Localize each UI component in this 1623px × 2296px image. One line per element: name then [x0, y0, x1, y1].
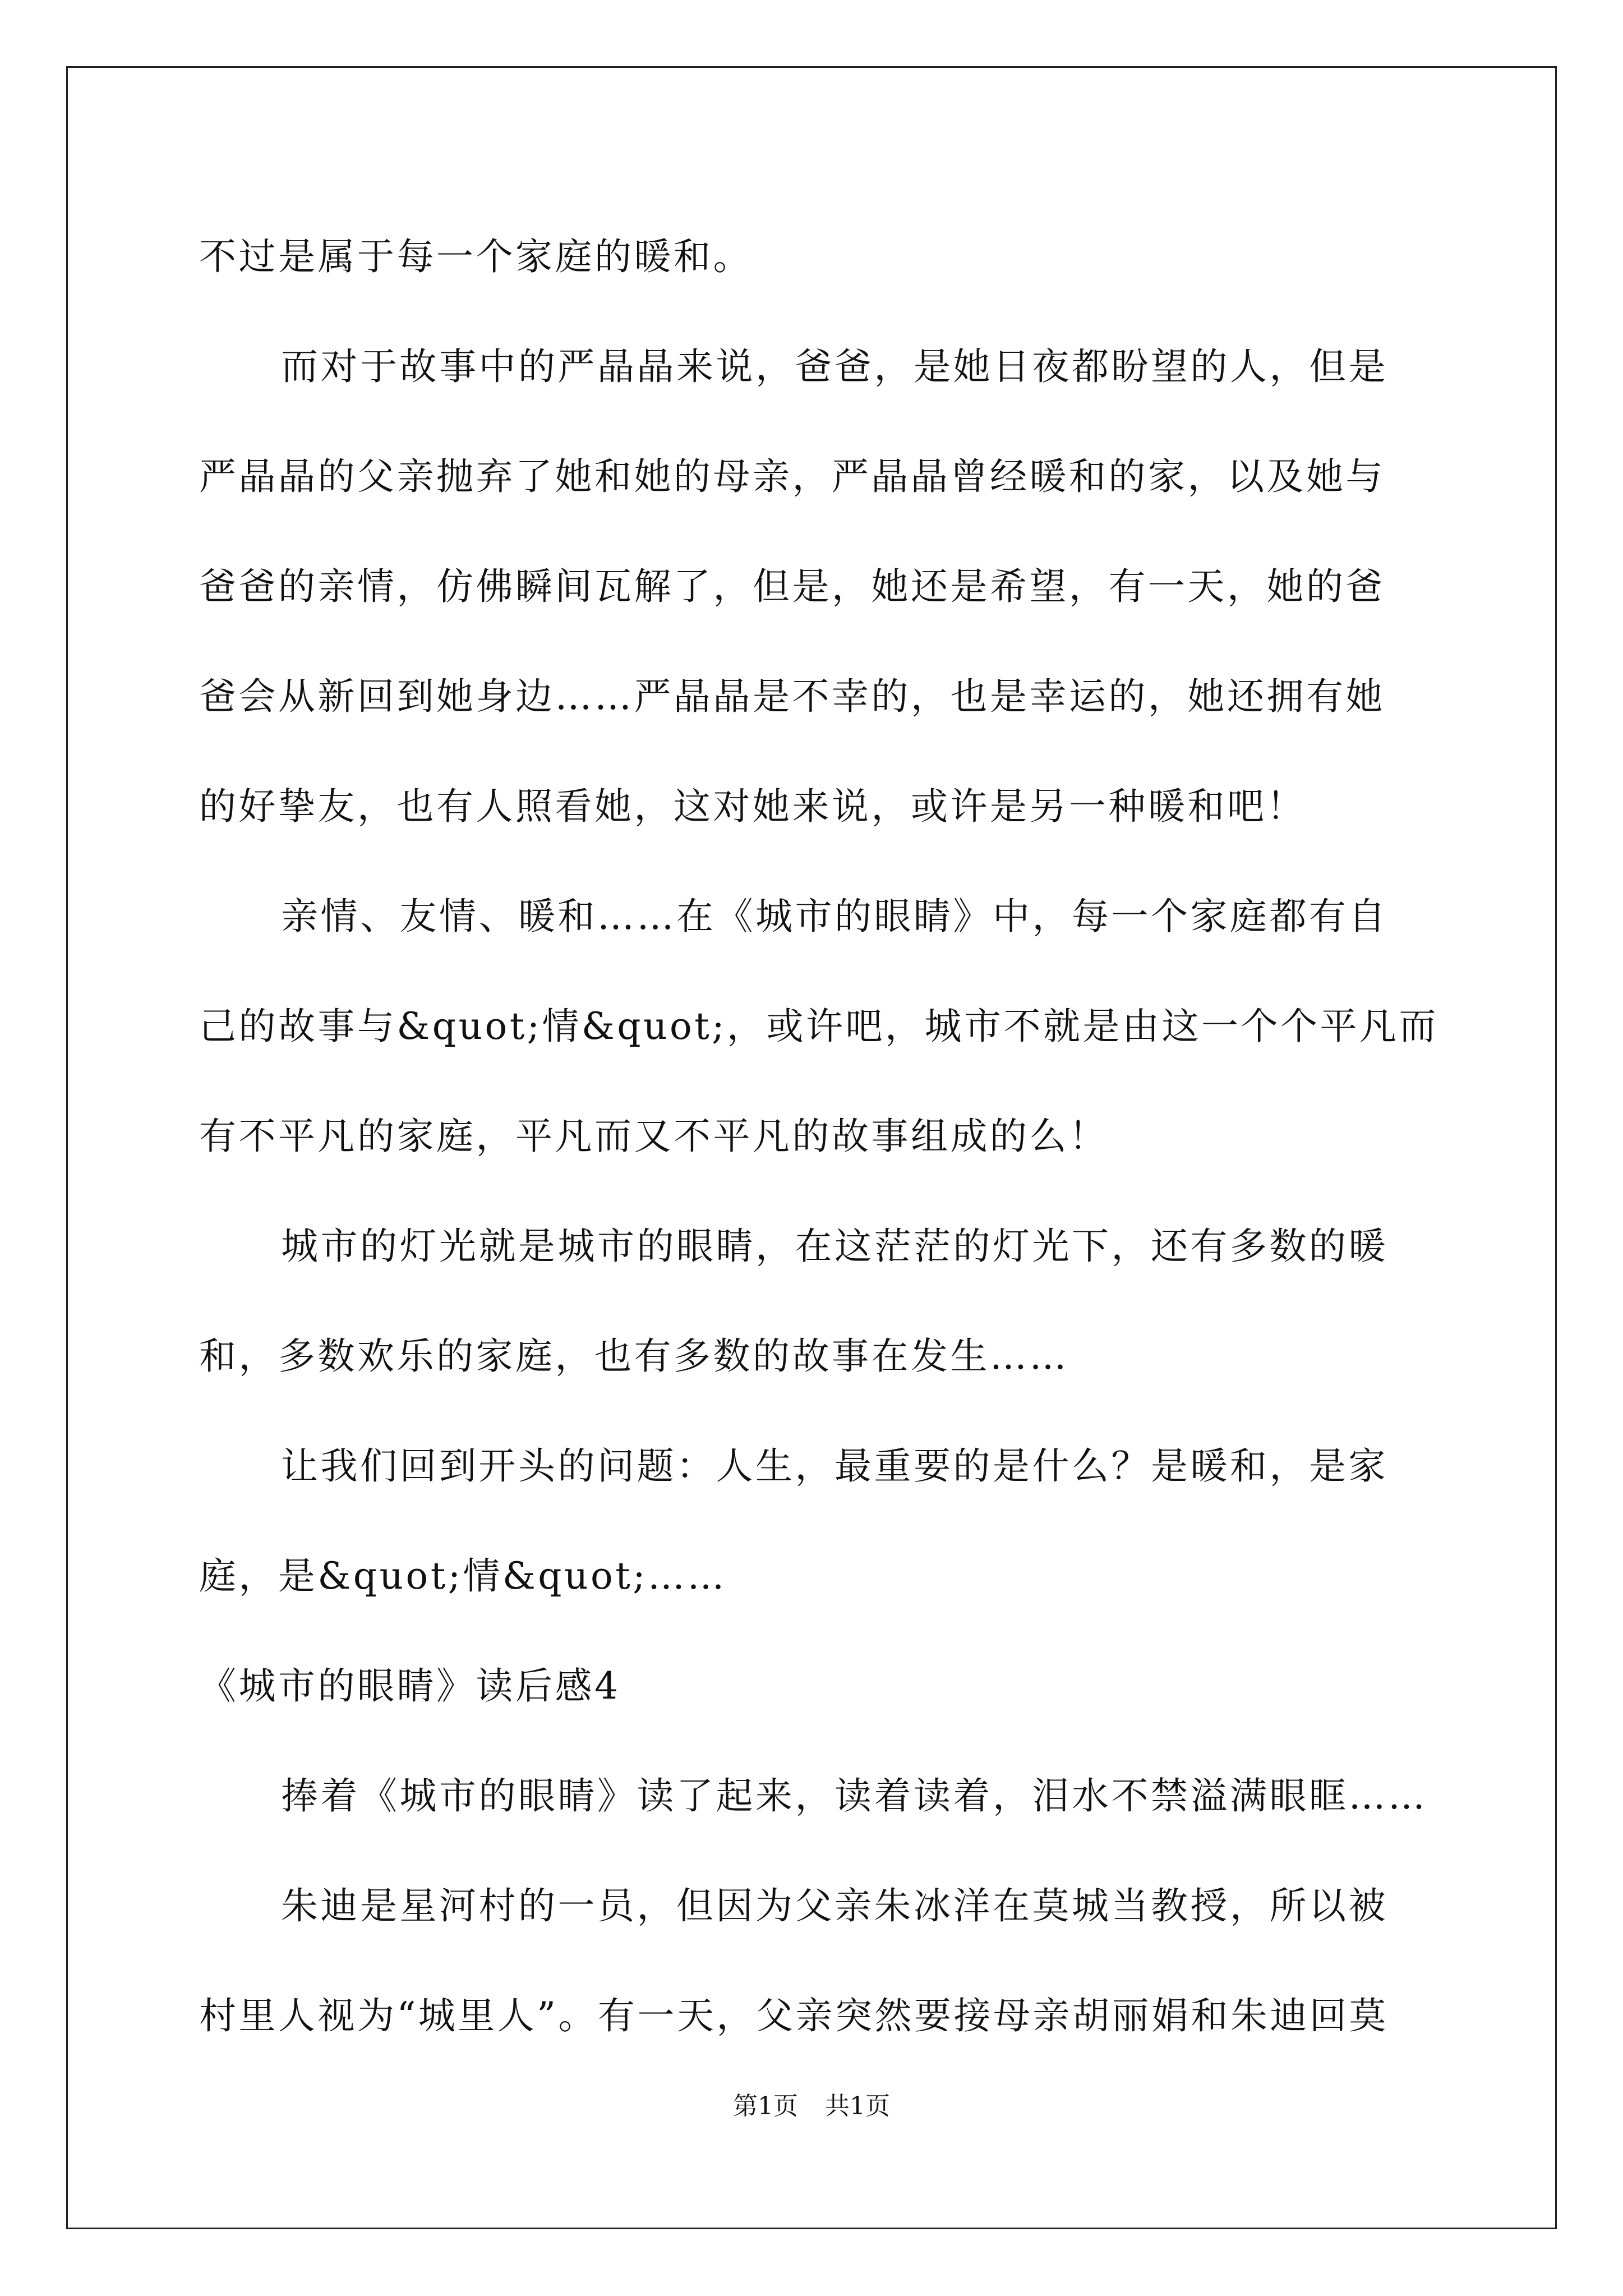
text-line: 爸爸的亲情，仿佛瞬间瓦解了，但是，她还是希望，有一天，她的爸	[199, 565, 1385, 608]
text-line: 城市的灯光就是城市的眼睛，在这茫茫的灯光下，还有多数的暖	[281, 1225, 1388, 1268]
text-line: 让我们回到开头的问题：人生，最重要的是什么？是暖和，是家	[281, 1444, 1388, 1488]
page-number: 第1页	[733, 2092, 798, 2120]
text-line: 爸会从新回到她身边……严晶晶是不幸的，也是幸运的，她还拥有她	[199, 675, 1385, 718]
text-line: 庭，是&quot;情&quot;……	[199, 1554, 727, 1598]
text-line: 有不平凡的家庭，平凡而又不平凡的故事组成的么！	[199, 1115, 1109, 1158]
section-heading: 《城市的眼睛》读后感4	[199, 1664, 621, 1708]
text-line: 的好挚友，也有人照看她，这对她来说，或许是另一种暖和吧！	[199, 785, 1306, 828]
text-line: 而对于故事中的严晶晶来说，爸爸，是她日夜都盼望的人，但是	[281, 345, 1388, 388]
text-line: 严晶晶的父亲抛弃了她和她的母亲，严晶晶曾经暖和的家，以及她与	[199, 455, 1385, 498]
text-line: 不过是属于每一个家庭的暖和。	[199, 235, 753, 278]
text-line: 己的故事与&quot;情&quot;，或许吧，城市不就是由这一个个平凡而	[199, 1005, 1438, 1048]
document-body	[199, 202, 1438, 2071]
text-line: 和，多数欢乐的家庭，也有多数的故事在发生……	[199, 1335, 1069, 1378]
text-line: 捧着《城市的眼睛》读了起来，读着读着，泪水不禁溢满眼眶……	[281, 1774, 1428, 1818]
text-line: 村里人视为“城里人”。有一天，父亲突然要接母亲胡丽娟和朱迪回莫	[199, 1994, 1389, 2037]
page-total: 共1页	[825, 2092, 890, 2120]
page-footer	[0, 2086, 1623, 2122]
text-line: 亲情、友情、暖和……在《城市的眼睛》中，每一个家庭都有自	[281, 895, 1388, 938]
text-line: 朱迪是星河村的一员，但因为父亲朱冰洋在莫城当教授，所以被	[281, 1884, 1388, 1927]
